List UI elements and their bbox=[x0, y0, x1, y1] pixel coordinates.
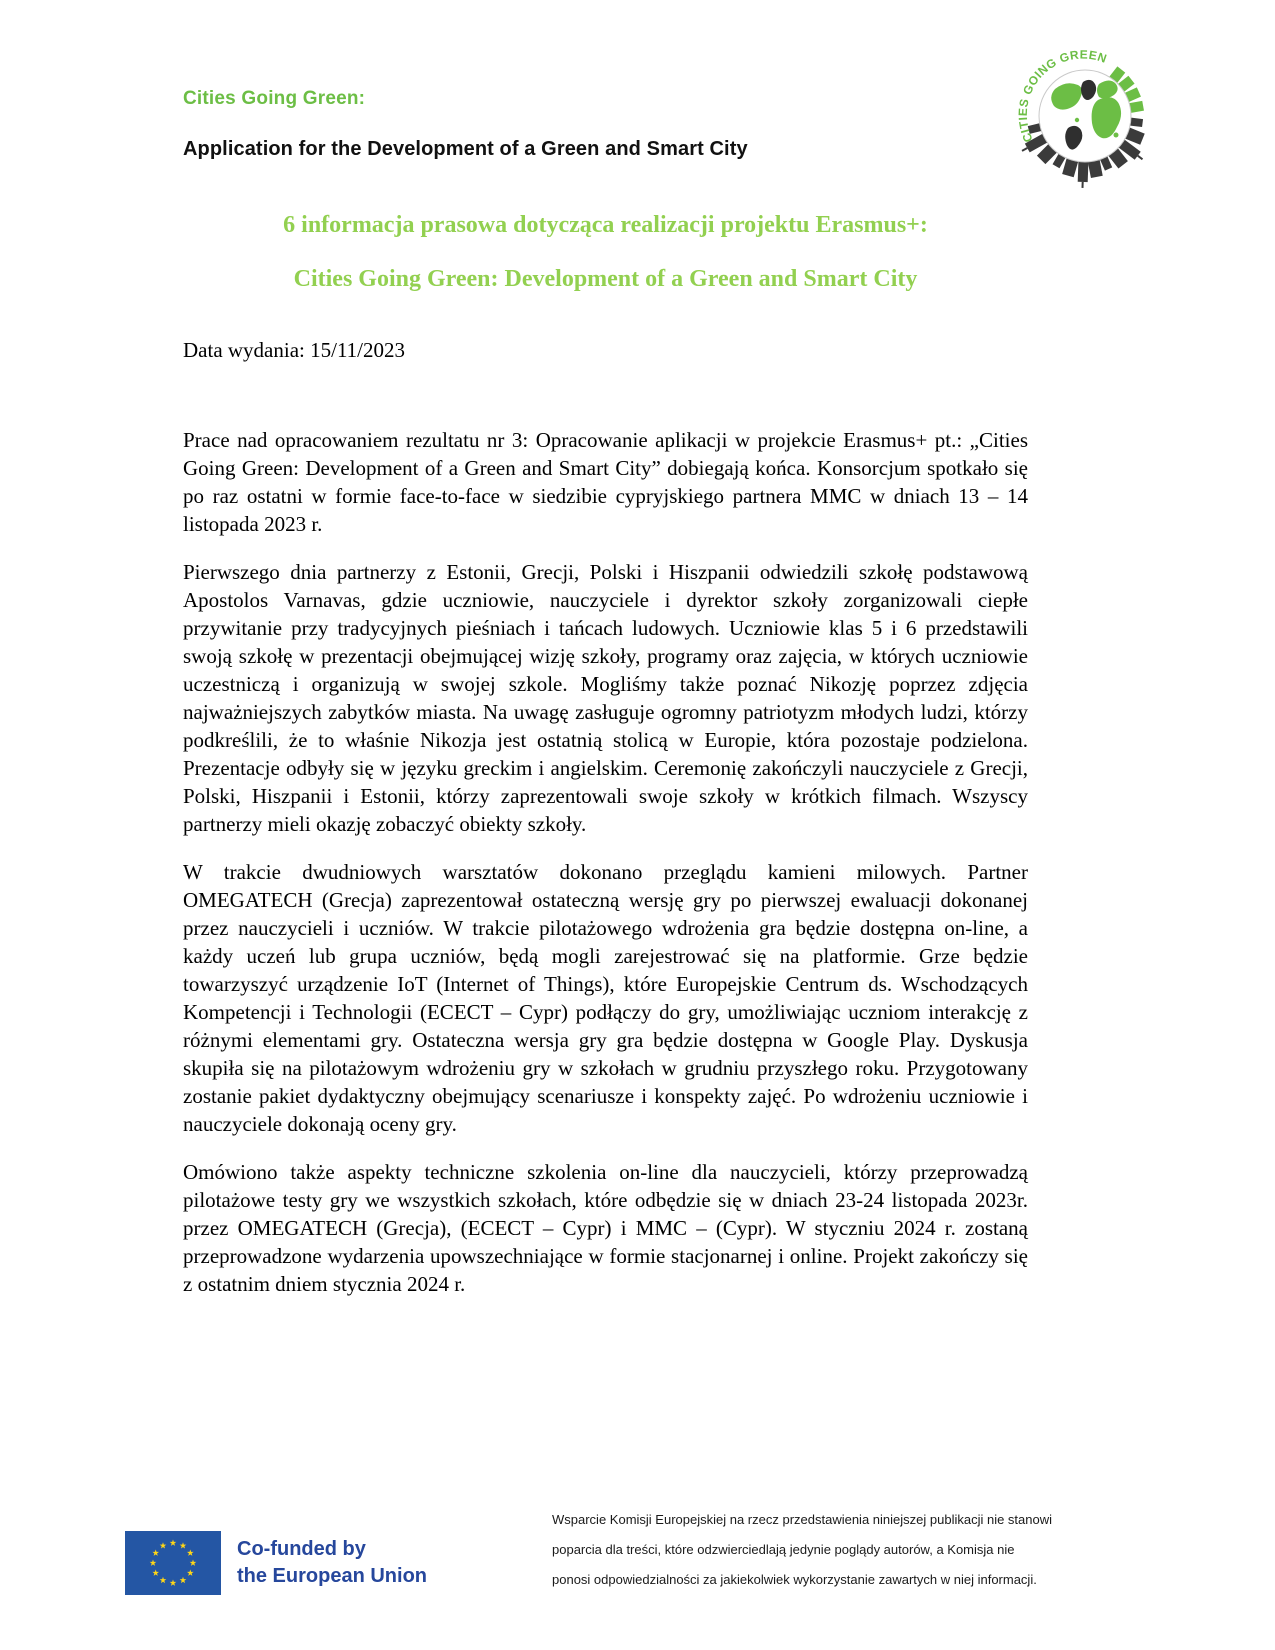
cities-going-green-logo-icon bbox=[1010, 40, 1160, 190]
eu-funding-label-line1: Co-funded by bbox=[237, 1538, 366, 1560]
paragraph-4: Omówiono także aspekty techniczne szkolenia on-line dla nauczycieli, którzy przeprowadzą pilotażowe testy gry we wszystkich szkołach, które odbędzie się w dniach 23-24 listopada 2023r. przez OMEGATECH (Grecja), (ECECT – Cypr) i MMC – (Cypr). W styczniu 2024 r. zostaną przeprowadzone wydarzenia upowszechniające w formie stacjonarnej i online. Projekt zakończy się z ostatnim dniem stycznia 2024 r. bbox=[183, 1160, 1028, 1296]
project-brand-heading: Cities Going Green: bbox=[183, 88, 366, 109]
project-subtitle-heading: Application for the Development of a Green and Smart City bbox=[183, 138, 748, 160]
eu-flag-icon bbox=[125, 1530, 221, 1596]
press-release-title-line1: 6 informacja prasowa dotycząca realizacji projektu Erasmus+: bbox=[283, 212, 928, 238]
document-body bbox=[183, 210, 1028, 1318]
paragraph-1: Prace nad opracowaniem rezultatu nr 3: Opracowanie aplikacji w projekcie Erasmus+ pt.: „Cities Going Green: Development of a Green and Smart City” dobiegają końca. Konsorcjum spotkało się po raz ostatni w formie face-to-face w siedzibie cypryjskiego partnera MMC w dniach 13 – 14 listopada 2023 r. bbox=[183, 428, 1028, 536]
press-release-title-line2: Cities Going Green: Development of a Green and Smart City bbox=[293, 266, 918, 292]
logo-arc-text: CITIES GOING GREEN bbox=[1015, 47, 1109, 145]
disclaimer-text: Wsparcie Komisji Europejskiej na rzecz przedstawienia niniejszej publikacji nie stanowi poparcia dla treści, które odzwierciedlają jedynie poglądy autorów, a Komisja nie ponosi odpowiedzialności za jakiekolwiek wykorzystanie zawartych w niej informacji. bbox=[552, 1512, 1052, 1587]
eu-funding-label bbox=[237, 1536, 427, 1590]
eu-funding-label-line2: the European Union bbox=[237, 1565, 427, 1587]
release-date: Data wydania: 15/11/2023 bbox=[183, 338, 406, 362]
paragraph-3: W trakcie dwudniowych warsztatów dokonano przeglądu kamieni milowych. Partner OMEGATECH (Grecja) zaprezentował ostateczną wersję gry po pierwszej ewaluacji dokonanej przez nauczycieli i uczniów. W trakcie pilotażowego wdrożenia gra będzie dostępna on-line, a każdy uczeń lub grupa uczniów, będą mogli zarejestrować się na platformie. Grze będzie towarzyszyć urządzenie IoT (Internet of Things), które Europejskie Centrum ds. Wschodzących Kompetencji i Technologii (ECECT – Cypr) podłączy do gry, umożliwiając uczniom interakcję z różnymi elementami gry. Ostateczna wersja gry gra będzie dostępna w Google Play. Dyskusja skupiła się na pilotażowym wdrożeniu gry w szkołach w grudniu przyszłego roku. Przygotowany zostanie pakiet dydaktyczny obejmujący scenariusze i konspekty zajęć. Po wdrożeniu uczniowie i nauczyciele dokonają oceny gry. bbox=[183, 860, 1028, 1136]
paragraph-2: Pierwszego dnia partnerzy z Estonii, Grecji, Polski i Hiszpanii odwiedzili szkołę podstawową Apostolos Varnavas, gdzie uczniowie, nauczyciele i dyrektor szkoły zorganizowali ciepłe przywitanie przy tradycyjnych pieśniach i tańcach ludowych. Uczniowie klas 5 i 6 przedstawili swoją szkołę w prezentacji obejmującej wizję szkoły, programy oraz zajęcia, w których uczniowie uczestniczą i organizują w swojej szkole. Mogliśmy także poznać Nikozję poprzez zdjęcia najważniejszych zabytków miasta. Na uwagę zasługuje ogromny patriotyzm młodych ludzi, którzy podkreślili, że to właśnie Nikozja jest ostatnią stolicą w Europie, która pozostaje podzielona. Prezentacje odbyły się w języku greckim i angielskim. Ceremonię zakończyli nauczyciele z Grecji, Polski, Hiszpanii i Estonii, którzy zaprezentowali swoje szkoły w krótkich filmach. Wszyscy partnerzy mieli okazję zobaczyć obiekty szkoły. bbox=[183, 560, 1028, 836]
